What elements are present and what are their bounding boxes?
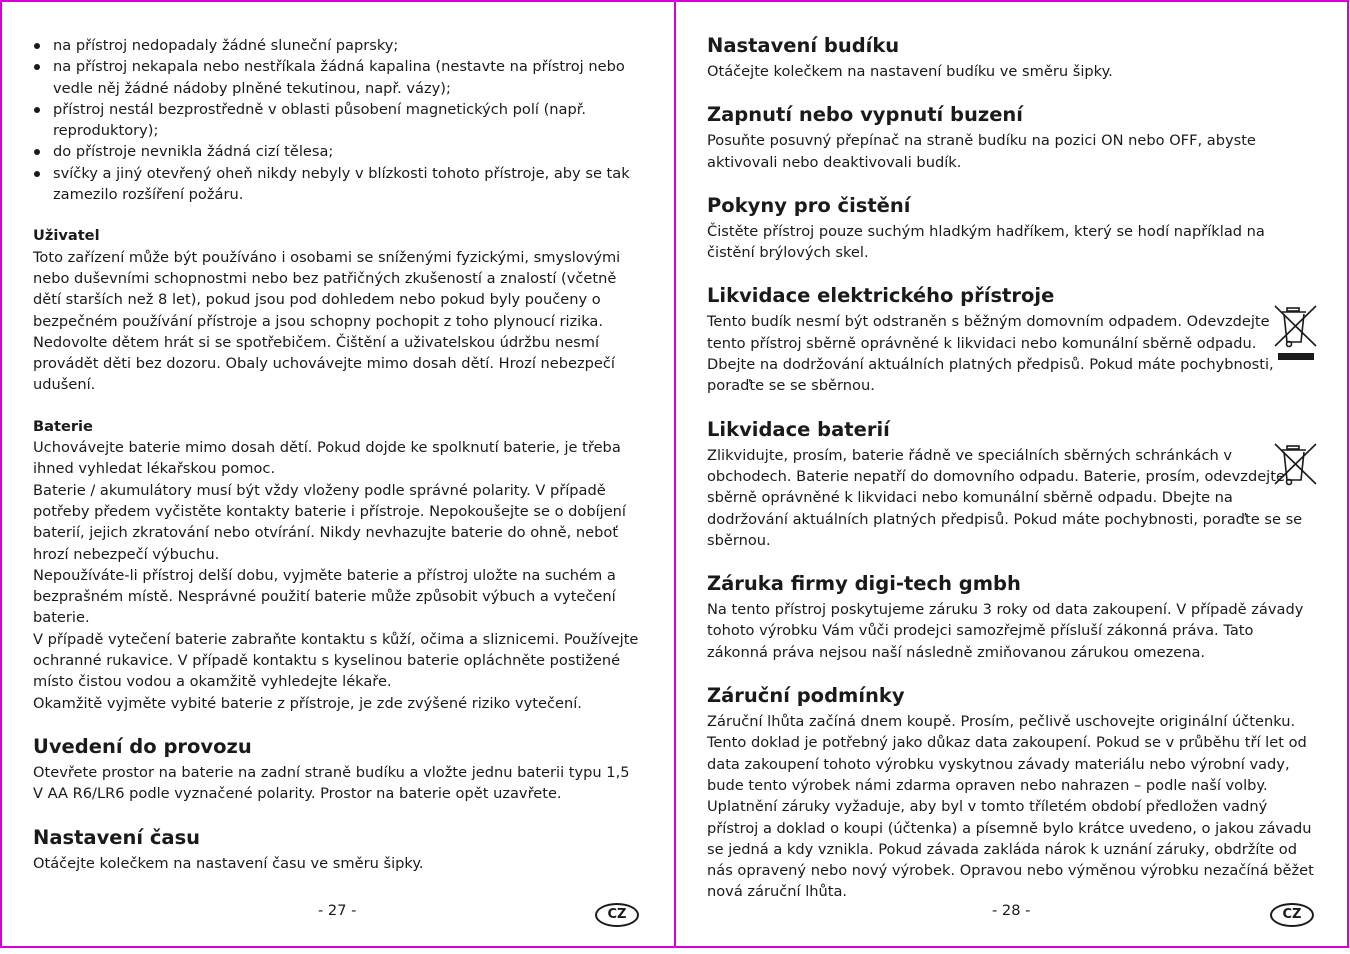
disposal-line: tento přístroj sběrně oprávněné k likvidaci nebo komunální sběrně odpadu. bbox=[707, 334, 1257, 352]
battery-paragraph: Baterie / akumulátory musí být vždy vloženy podle správné polarity. V případě potřeby předem vyčistěte kontakty baterie i přístroje. Nepokoušejte se o dobíjení baterií, jejich zkratování nebo otvírání. Nikdy nevhazujte baterie do ohně, neboť hrozí nebezpečí výbuchu. bbox=[33, 481, 626, 563]
language-badge: CZ bbox=[595, 903, 639, 927]
left-page bbox=[0, 0, 676, 948]
onoff-heading: Zapnutí nebo vypnutí buzení bbox=[707, 103, 1023, 127]
list-item: na přístroj nekapala nebo nestříkala žádná kapalina (nestavte na přístroj nebo vedle něj žádné nádoby plněné tekutinou, např. vázy); bbox=[33, 56, 643, 99]
alarm-heading: Nastavení budíku bbox=[707, 34, 900, 57]
page-number: - 27 - bbox=[318, 902, 357, 919]
time-paragraph: Otáčejte kolečkem na nastavení času ve směru šipky. bbox=[33, 854, 424, 872]
time-heading: Nastavení času bbox=[33, 825, 201, 849]
alarm-paragraph: Otáčejte kolečkem na nastavení budíku ve směru šipky. bbox=[707, 63, 1113, 80]
battery-paragraph: Okamžitě vyjměte vybité baterie z přístroje, je zde zvýšené riziko vytečení. bbox=[33, 694, 582, 712]
battery-disposal-heading: Likvidace baterií bbox=[707, 417, 890, 441]
battery-paragraph: V případě vytečení baterie zabraňte kontaktu s kůží, očima a sliznicemi. Používejte ochranné rukavice. V případě kontaktu s kyselinou baterie opláchněte postižené místo čistou vodou a okamžitě vyhledejte lékaře. bbox=[33, 630, 639, 691]
battery-crossed-bin-icon bbox=[1274, 442, 1318, 488]
warranty-paragraph: Na tento přístroj poskytujeme záruku 3 roky od data zakoupení. V případě závady tohoto výrobku Vám vůči prodejci samozřejmě přísluší zákonná práva. Tato zákonná práva nejsou naší následně zmiňovanou zárukou omezena. bbox=[707, 601, 1304, 661]
disposal-heading: Likvidace elektrického přístroje bbox=[707, 284, 1055, 308]
battery-subheading: Baterie bbox=[33, 417, 93, 435]
conditions-paragraph: Záruční lhůta začíná dnem koupě. Prosím, pečlivě uschovejte originální účtenku. Tento doklad je potřebný jako důkaz data zakoupení. Pokud se v průběhu tří let od data zakoupení tohoto výrobku vyskytnou závady materiálu nebo výrobní vady, bude tento výrobek námi zdarma opraven nebo nahrazen – podle naší volby. Uplatnění záruky vyžaduje, aby byl v tomto tříletém období předložen vadný přístroj a doklad o koupi (účtenka) a písemně bylo krátce uvedeno, o jakou závadu se jedná a kdy vznikla. Pokud závada zakláda nárok k uznání záruky, obdržíte od nás opravený nebo nový výrobek. Opravou nebo výměnou výrobku nezačíná běžet nová záruční lhůta. bbox=[707, 713, 1314, 901]
disposal-line: Tento budík nesmí být odstraněn s běžným domovním odpadem. Odevzdejte bbox=[707, 313, 1270, 331]
weee-crossed-bin-icon bbox=[1274, 304, 1318, 364]
right-page bbox=[674, 0, 1349, 948]
right-column bbox=[707, 33, 1317, 903]
battery-disposal-line: obchodech. Baterie nepatří do domovního odpadu. Baterie, prosím, odevzdejte bbox=[707, 467, 1285, 485]
cleaning-paragraph: Čistěte přístroj pouze suchým hladkým hadříkem, který se hodí například na čistění brýlových skel. bbox=[707, 222, 1265, 262]
onoff-paragraph: Posuňte posuvný přepínač na straně budíku na pozici ON nebo OFF, abyste aktivovali nebo deaktivovali budík. bbox=[707, 132, 1256, 171]
user-subheading: Uživatel bbox=[33, 227, 100, 245]
conditions-heading: Záruční podmínky bbox=[707, 684, 905, 708]
safety-bullet-list bbox=[33, 35, 643, 205]
battery-paragraph: Nepoužíváte-li přístroj delší dobu, vyjměte baterie a přístroj uložte na suchém a bezprašném místě. Nesprávné použití baterie může způsobit výbuch a vytečení baterie. bbox=[33, 566, 616, 627]
list-item: do přístroje nevnikla žádná cizí tělesa; bbox=[33, 141, 643, 162]
startup-heading: Uvedení do provozu bbox=[33, 734, 252, 758]
cleaning-heading: Pokyny pro čistění bbox=[707, 193, 911, 217]
page-number: - 28 - bbox=[992, 902, 1031, 919]
warranty-heading: Záruka firmy digi-tech gmbh bbox=[707, 572, 1021, 596]
left-column bbox=[33, 35, 643, 874]
list-item: přístroj nestál bezprostředně v oblasti působení magnetických polí (např. reproduktory); bbox=[33, 99, 643, 142]
list-item: na přístroj nedopadaly žádné sluneční paprsky; bbox=[33, 35, 643, 56]
battery-disposal-line: Zlikvidujte, prosím, baterie řádně ve speciálních sběrných schránkách v bbox=[707, 446, 1233, 464]
battery-paragraph: Uchovávejte baterie mimo dosah dětí. Pokud dojde ke spolknutí baterie, je třeba ihned vyhledat lékařskou pomoc. bbox=[33, 439, 621, 478]
startup-paragraph: Otevřete prostor na baterie na zadní straně budíku a vložte jednu baterii typu 1,5 V AA R6/LR6 podle vyznačené polarity. Prostor na baterie opět uzavřete. bbox=[33, 763, 630, 803]
user-paragraph: Toto zařízení může být používáno i osobami se sníženými fyzickými, smyslovými nebo duševními schopnostmi nebo bez patřičných zkušeností a znalostí (včetně dětí starších než 8 let), pokud jsou pod dohledem nebo pokud byly poučeny o bezpečném používání přístroje a jsou schopny pochopit z toho plynoucí rizika. Nedovolte dětem hrát si se spotřebičem. Čištění a uživatelskou údržbu nesmí provádět děti bez dozoru. Obaly uchovávejte mimo dosah dětí. Hrozí nebezpečí udušení. bbox=[33, 248, 621, 394]
disposal-line: Dbejte na dodržování aktuálních platných předpisů. Pokud máte pochybnosti, poraďte se se sběrnou. bbox=[707, 356, 1274, 395]
battery-disposal-line: sběrně oprávněné k likvidaci nebo komunální sběrně odpadu. Dbejte na dodržování aktuálních platných předpisů. Pokud máte pochybnosti, poraďte se se sběrnou. bbox=[707, 489, 1303, 549]
list-item: svíčky a jiný otevřený oheň nikdy nebyly v blízkosti tohoto přístroje, aby se tak zamezilo rozšíření požáru. bbox=[33, 163, 643, 206]
language-badge: CZ bbox=[1270, 903, 1314, 927]
